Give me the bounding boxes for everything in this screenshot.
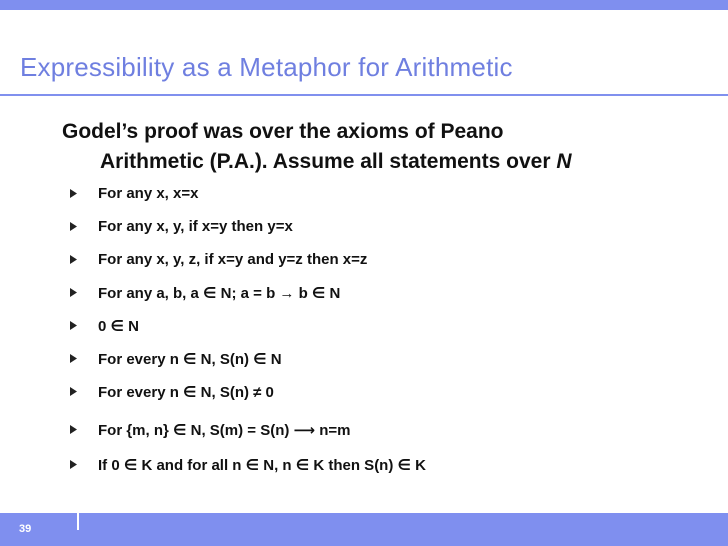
slide-title: Expressibility as a Metaphor for Arithmetic (20, 52, 513, 82)
axiom-text: For every n ∈ N, S(n) ≠ 0 (98, 384, 274, 401)
title-divider (0, 94, 728, 96)
triangle-bullet-icon (70, 460, 77, 469)
triangle-bullet-icon (70, 425, 77, 434)
statement-line-2 (62, 147, 702, 177)
axiom-text: If 0 ∈ K and for all n ∈ N, n ∈ K then S(n) ∈ K (98, 457, 426, 474)
statement-set-symbol: N (556, 150, 572, 173)
triangle-bullet-icon (70, 222, 77, 231)
axiom-text: For any a, b, a ∈ N; a = b → b ∈ N (98, 285, 341, 302)
footer-divider (77, 513, 79, 530)
top-accent-bar (0, 0, 728, 10)
triangle-bullet-icon (70, 387, 77, 396)
statement-line-1: Godel’s proof was over the axioms of Peano (62, 120, 504, 143)
triangle-bullet-icon (70, 255, 77, 264)
triangle-bullet-icon (70, 321, 77, 330)
triangle-bullet-icon (70, 354, 77, 363)
footer-bar (0, 513, 728, 546)
axiom-text: For any x, x=x (98, 185, 199, 202)
axiom-text: 0 ∈ N (98, 318, 139, 335)
triangle-bullet-icon (70, 189, 77, 198)
page-number: 39 (19, 523, 32, 535)
axiom-text: For any x, y, if x=y then y=x (98, 218, 293, 235)
axiom-text: For any x, y, z, if x=y and y=z then x=z (98, 251, 368, 268)
statement-line-2-text: Arithmetic (P.A.). Assume all statements over (100, 150, 557, 173)
axiom-text: For {m, n} ∈ N, S(m) = S(n) ⟶ n=m (98, 422, 351, 439)
axiom-text: For every n ∈ N, S(n) ∈ N (98, 351, 282, 368)
triangle-bullet-icon (70, 288, 77, 297)
main-statement (62, 117, 702, 177)
